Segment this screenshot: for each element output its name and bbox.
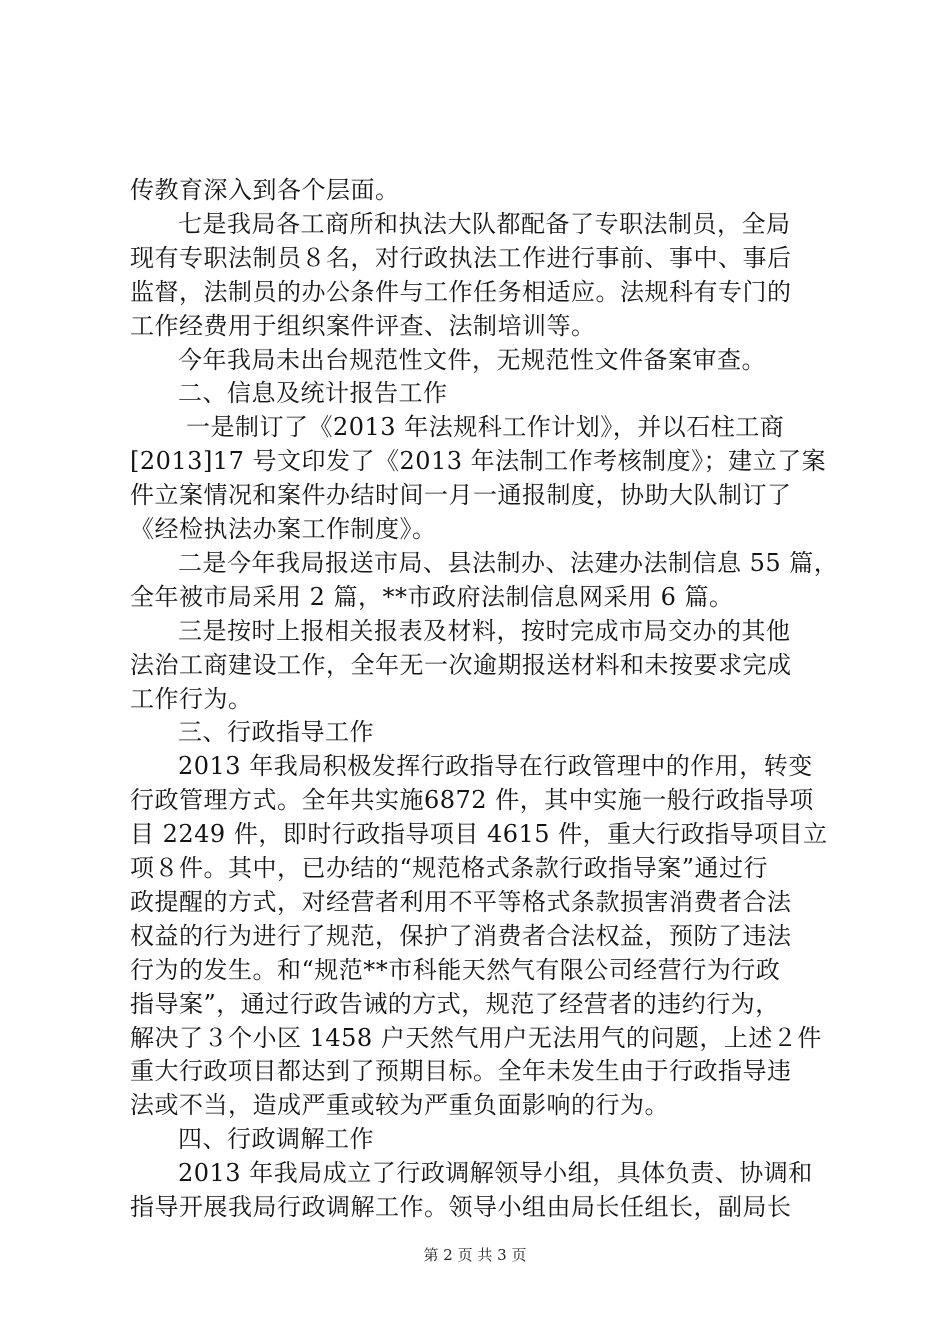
text-line: 一是制订了《2013 年法规科工作计划》，并以石柱工商 bbox=[186, 413, 785, 442]
text-line: 行为的发生。和“规范**市科能天然气有限公司经营行为行政 bbox=[130, 955, 781, 984]
text-line: 权益的行为进行了规范，保护了消费者合法权益，预防了违法 bbox=[130, 921, 792, 950]
text-line: 指导开展我局行政调解工作。领导小组由局长任组长，副局长 bbox=[130, 1193, 792, 1221]
text-line: 件立案情况和案件办结时间一月一通报制度，协助大队制订了 bbox=[130, 481, 792, 510]
section-heading: 四、行政调解工作 bbox=[178, 1125, 374, 1154]
section-heading: 三、行政指导工作 bbox=[178, 718, 374, 747]
text-line: 七是我局各工商所和执法大队都配备了专职法制员，全局 bbox=[178, 209, 791, 238]
text-line: 工作行为。 bbox=[130, 684, 253, 713]
text-line: 法治工商建设工作，全年无一次逾期报送材料和未按要求完成 bbox=[130, 650, 792, 679]
text-line: 现有专职法制员８名，对行政执法工作进行事前、事中、事后 bbox=[130, 243, 792, 272]
text-line: 二是今年我局报送市局、县法制办、法建办法制信息 55 篇， bbox=[178, 548, 839, 577]
text-line: 工作经费用于组织案件评查、法制培训等。 bbox=[130, 311, 596, 340]
text-line: 项８件。其中，已办结的“规范格式条款行政指导案”通过行 bbox=[130, 854, 769, 882]
section-heading: 二、信息及统计报告工作 bbox=[178, 379, 448, 408]
text-line: 《经检执法办案工作制度》。 bbox=[130, 515, 437, 543]
text-line: 今年我局未出台规范性文件，无规范性文件备案审查。 bbox=[178, 345, 766, 374]
text-line: 全年被市局采用 2 篇，**市政府法制信息网采用 6 篇。 bbox=[130, 582, 734, 611]
text-line: 法或不当，造成严重或较为严重负面影响的行为。 bbox=[130, 1091, 669, 1120]
text-line: 监督，法制员的办公条件与工作任务相适应。法规科有专门的 bbox=[130, 277, 792, 306]
text-line: 政提醒的方式，对经营者利用不平等格式条款损害消费者合法 bbox=[130, 887, 792, 916]
text-line: 三是按时上报相关报表及材料，按时完成市局交办的其他 bbox=[178, 616, 791, 645]
text-line: 指导案”，通过行政告诫的方式，规范了经营者的违约行为， bbox=[130, 989, 780, 1018]
text-line: 解决了３个小区 1458 户天然气用户无法用气的问题，上述２件 bbox=[130, 1023, 822, 1052]
text-line: 传教育深入到各个层面。 bbox=[130, 176, 400, 204]
text-line: [2013]17 号文印发了《2013 年法制工作考核制度》；建立了案 bbox=[130, 447, 827, 476]
text-line: 2013 年我局成立了行政调解领导小组，具体负责、协调和 bbox=[178, 1159, 813, 1188]
page-number-footer: 第 2 页 共 3 页 bbox=[423, 1246, 527, 1264]
text-line: 重大行政项目都达到了预期目标。全年未发生由于行政指导违 bbox=[130, 1057, 792, 1086]
text-line: 2013 年我局积极发挥行政指导在行政管理中的作用，转变 bbox=[178, 752, 813, 781]
text-line: 目 2249 件，即时行政指导项目 4615 件，重大行政指导项目立 bbox=[130, 820, 828, 849]
text-line: 行政管理方式。全年共实施6872 件，其中实施一般行政指导项 bbox=[130, 786, 814, 815]
